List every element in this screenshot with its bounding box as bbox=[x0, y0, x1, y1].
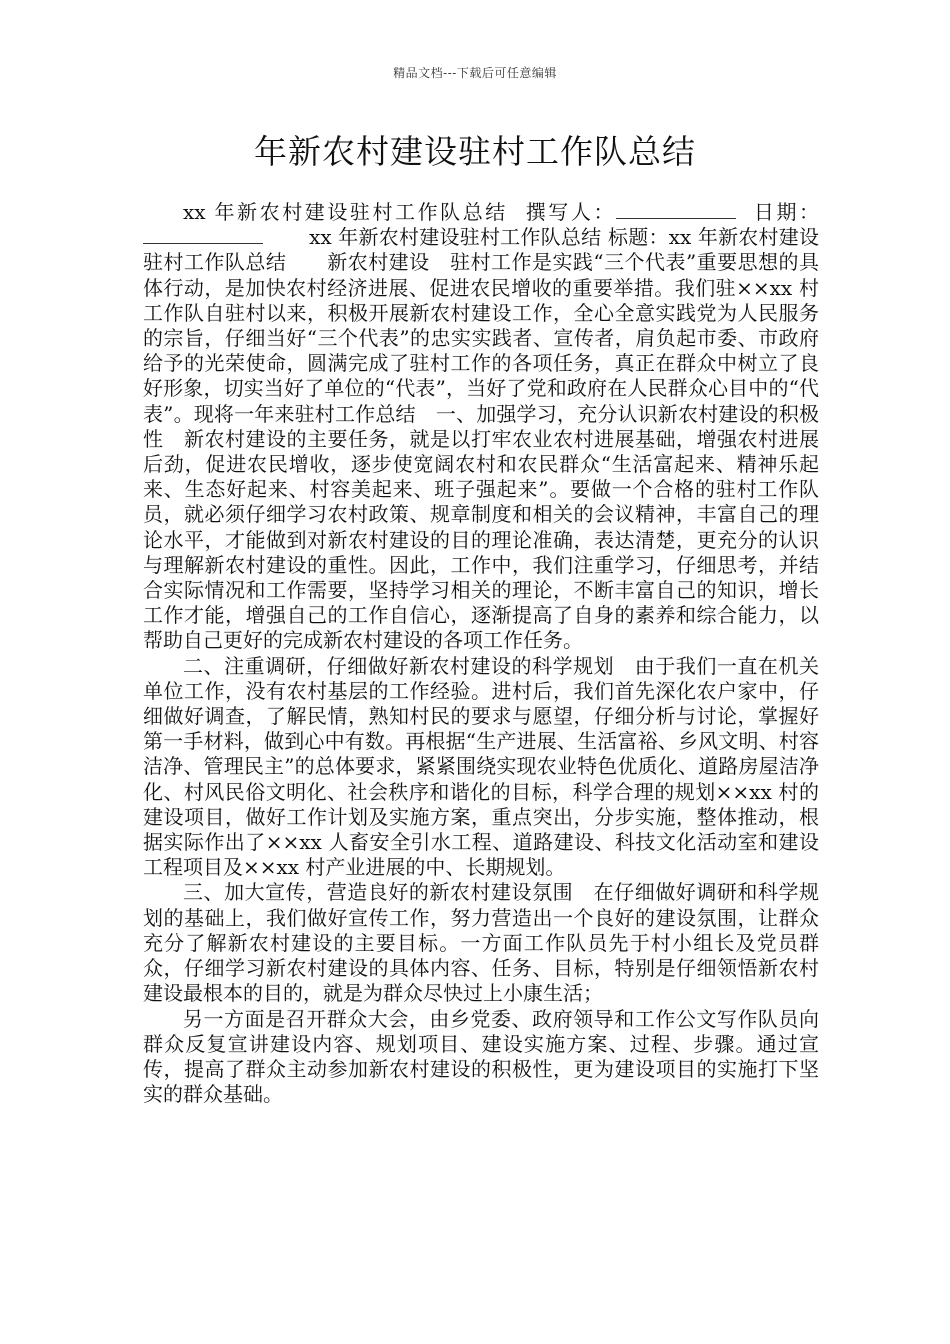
paragraph-2: 二、注重调研，仔细做好新农村建设的科学规划 由于我们一直在机关单位工作，没有农村基层的工作经验。进村后，我们首先深化农户家中，仔细做好调查，了解民情，熟知村民的要求与愿望，仔细分析与讨论，掌握好第一手材料，做到心中有数。再根据“生产进展、生活富裕、乡风文明、村容洁净、管理民主”的总体要求，紧紧围绕实现农业特色优质化、道路房屋洁净化、村风民俗文明化、社会秩序和谐化的目标，科学合理的规划××xx 村的建设项目，做好工作计划及实施方案，重点突出，分步实施，整体推动，根据实际作出了××xx 人畜安全引水工程、道路建设、科技文化活动室和建设工程项目及××xx 村产业进展的中、长期规划。 bbox=[143, 653, 819, 880]
date-label: 日期： bbox=[753, 200, 820, 224]
date-blank bbox=[143, 225, 263, 244]
heading-value: xx 年新农村建设驻村工作队总结 bbox=[143, 225, 820, 275]
intro-text: xx 年新农村建设驻村工作队总结 bbox=[183, 200, 508, 224]
paragraph-3: 三、加大宣传，营造良好的新农村建设氛围 在仔细做好调研和科学规划的基础上，我们做好宣传工作，努力营造出一个良好的建设氛围，让群众充分了解新农村建设的主要目标。一方面工作队员先于村小组长及党员群众，仔细学习新农村建设的具体内容、任务、目标，特别是仔细领悟新农村建设最根本的目的，就是为群众尽快过上小康生活； bbox=[143, 880, 819, 1006]
author-label: 撰写人： bbox=[525, 200, 617, 224]
header-note: 精品文档---下载后可任意编辑 bbox=[393, 66, 557, 80]
subtitle-text: xx 年新农村建设驻村工作队总结 bbox=[309, 225, 602, 250]
heading-label: 标题： bbox=[607, 225, 669, 250]
document-body bbox=[143, 200, 819, 1107]
author-blank bbox=[616, 200, 736, 219]
paragraph-1-text: 新农村建设 驻村工作是实践“三个代表”重要思想的具体行动，是加快农村经济进展、促进农民增收的重要举措。我们驻××xx 村工作队自驻村以来，积极开展新农村建设工作，全心全意实践党为人民服务的宗旨，仔细当好“三个代表”的忠实实践者、宣传者，肩负起市委、市政府给予的光荣使命，圆满完成了驻村工作的各项任务，真正在群众中树立了良好形象，切实当好了单位的“代表”，当好了党和政府在人民群众心目中的“代表”。现将一年来驻村工作总结 一、加强学习，充分认识新农村建设的积极性 新农村建设的主要任务，就是以打牢农业农村进展基础，增强农村进展后劲，促进农民增收，逐步使宽阔农村和农民群众“生活富起来、精神乐起来、生态好起来、村容美起来、班子强起来”。要做一个合格的驻村工作队员，就必须仔细学习农村政策、规章制度和相关的会议精神，丰富自己的理论水平，才能做到对新农村建设的目的理论准确，表达清楚，更充分的认识与理解新农村建设的重性。因此，工作中，我们注重学习，仔细思考，并结合实际情况和工作需要，坚持学习相关的理论，不断丰富自己的知识，增长工作才能，增强自己的工作自信心，逐渐提高了自身的素养和综合能力，以帮助自己更好的完成新农村建设的各项工作任务。 bbox=[143, 250, 820, 653]
intro-paragraph bbox=[143, 200, 819, 654]
paragraph-4: 另一方面是召开群众大会，由乡党委、政府领导和工作公文写作队员向群众反复宣讲建设内容、规划项目、建设实施方案、过程、步骤。通过宣传，提高了群众主动参加新农村建设的积极性，更为建设项目的实施打下坚实的群众基础。 bbox=[143, 1006, 819, 1107]
document-title: 年新农村建设驻村工作队总结 bbox=[254, 132, 696, 171]
